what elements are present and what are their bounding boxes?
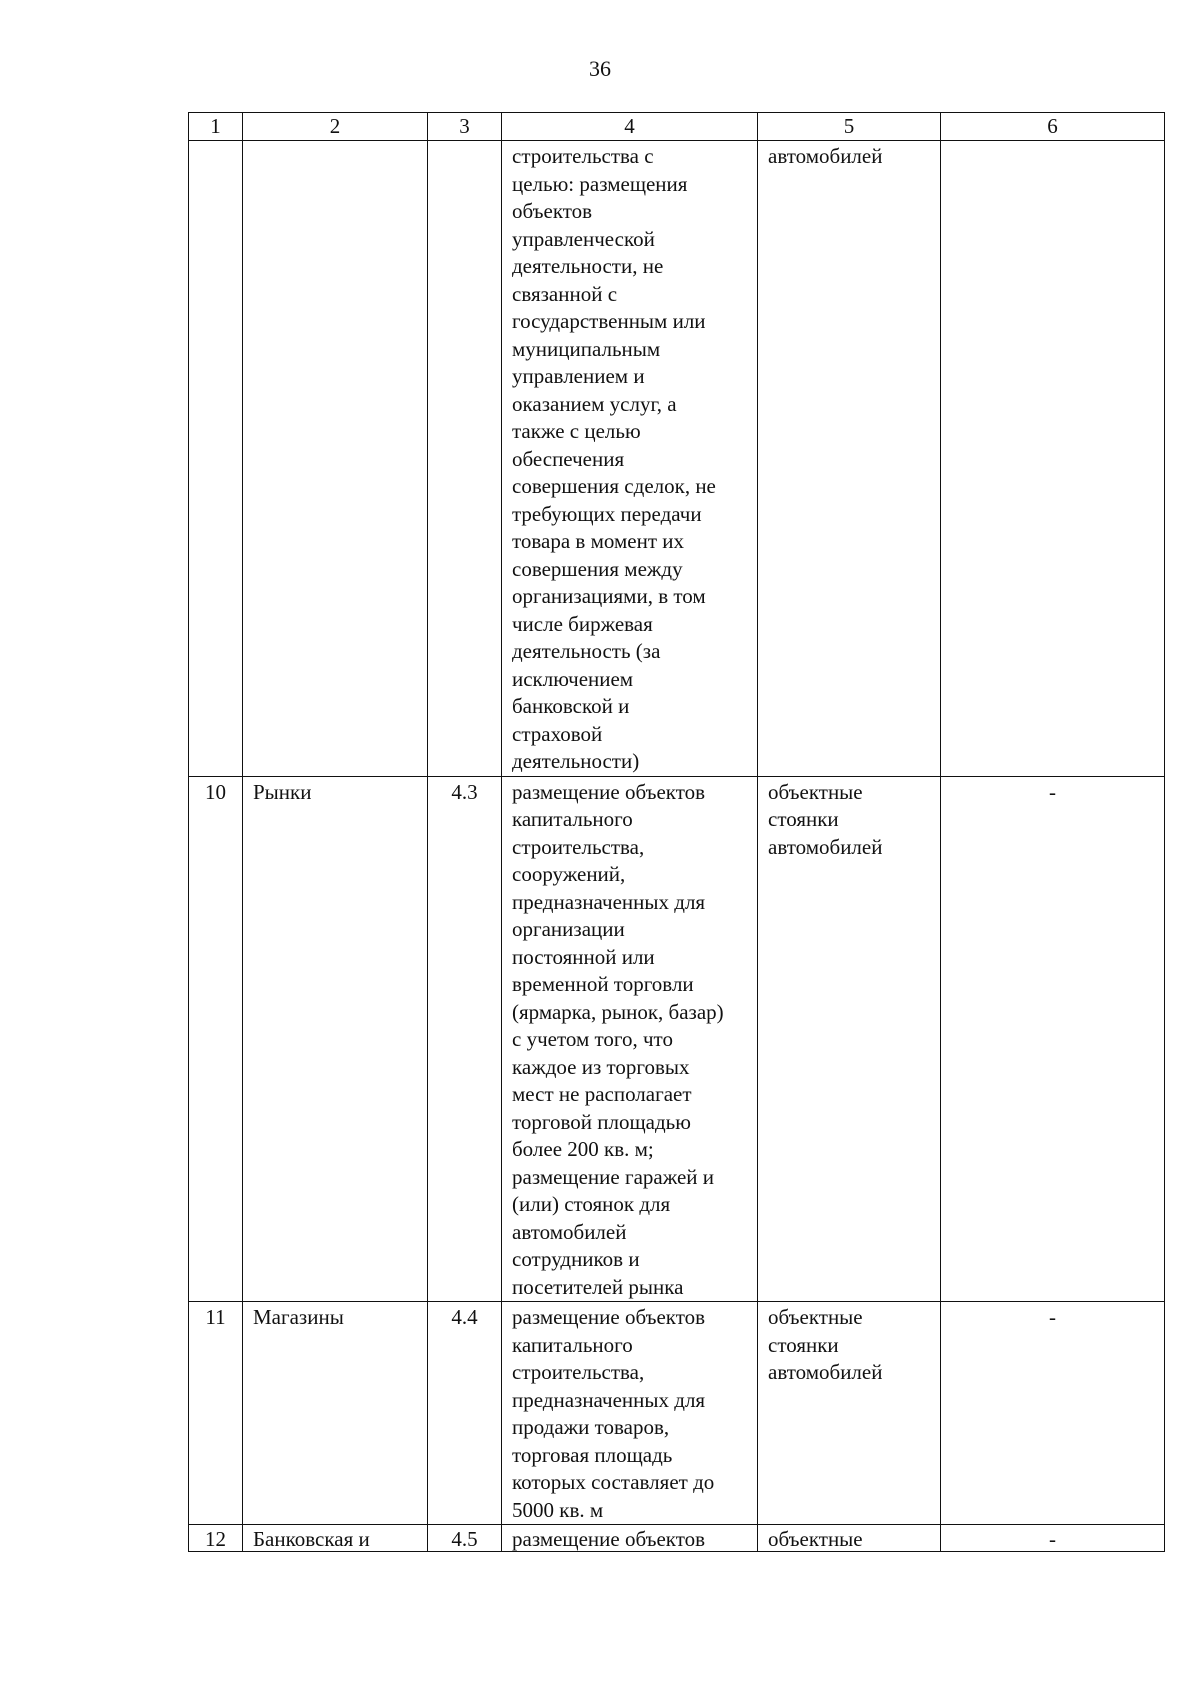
- row-description: размещение объектов капитального строительства, сооружений, предназначенных для организации постоянной или временной торговли (ярмарка, рынок, базар) с учетом того, что каждое из торговых мест не располагает торговой площадью более 200 кв. м; размещение гаражей и (или) стоянок для автомобилей сотрудников и посетителей рынка: [502, 776, 758, 1302]
- row-parking: объектные стоянки автомобилей: [758, 776, 941, 1302]
- row-use-name: Магазины: [243, 1302, 428, 1525]
- row-parking: объектные стоянки автомобилей: [758, 1302, 941, 1525]
- header-col-4: 4: [502, 113, 758, 141]
- row-description: размещение объектов капитального строительства, предназначенных для продажи товаров, торговая площадь которых составляет до 5000 кв. м: [502, 1302, 758, 1525]
- table-row-10: [189, 776, 1165, 1302]
- row-number: 10: [189, 776, 243, 1302]
- row-col6: -: [941, 1302, 1165, 1525]
- row-col6: -: [941, 776, 1165, 1302]
- row-use-name: Банковская и: [243, 1525, 428, 1552]
- row-number: 11: [189, 1302, 243, 1525]
- row-description: размещение объектов: [502, 1525, 758, 1552]
- table-row-11: [189, 1302, 1165, 1525]
- table-row-12: [189, 1525, 1165, 1552]
- page-number: 36: [589, 56, 611, 81]
- header-col-1: 1: [189, 113, 243, 141]
- header-col-5: 5: [758, 113, 941, 141]
- row-description: строительства с целью: размещения объектов управленческой деятельности, не связанной с государственным или муниципальным управлением и оказанием услуг, а также с целью обеспечения совершения сделок, не требующих передачи товара в момент их совершения между организациями, в том числе биржевая деятельность (за исключением банковской и страховой деятельности): [502, 141, 758, 777]
- header-row: [189, 113, 1165, 141]
- row-col6: -: [941, 1525, 1165, 1552]
- table-row-continuation: [189, 141, 1165, 777]
- header-col-3: 3: [428, 113, 502, 141]
- row-use-name: Рынки: [243, 776, 428, 1302]
- row-code: 4.4: [428, 1302, 502, 1525]
- row-col6: [941, 141, 1165, 777]
- land-use-table: [188, 112, 1165, 1552]
- row-use-name: [243, 141, 428, 777]
- row-parking: объектные: [758, 1525, 941, 1552]
- header-col-2: 2: [243, 113, 428, 141]
- row-code: 4.5: [428, 1525, 502, 1552]
- row-number: [189, 141, 243, 777]
- row-number: 12: [189, 1525, 243, 1552]
- row-parking: автомобилей: [758, 141, 941, 777]
- row-code: 4.3: [428, 776, 502, 1302]
- header-col-6: 6: [941, 113, 1165, 141]
- row-code: [428, 141, 502, 777]
